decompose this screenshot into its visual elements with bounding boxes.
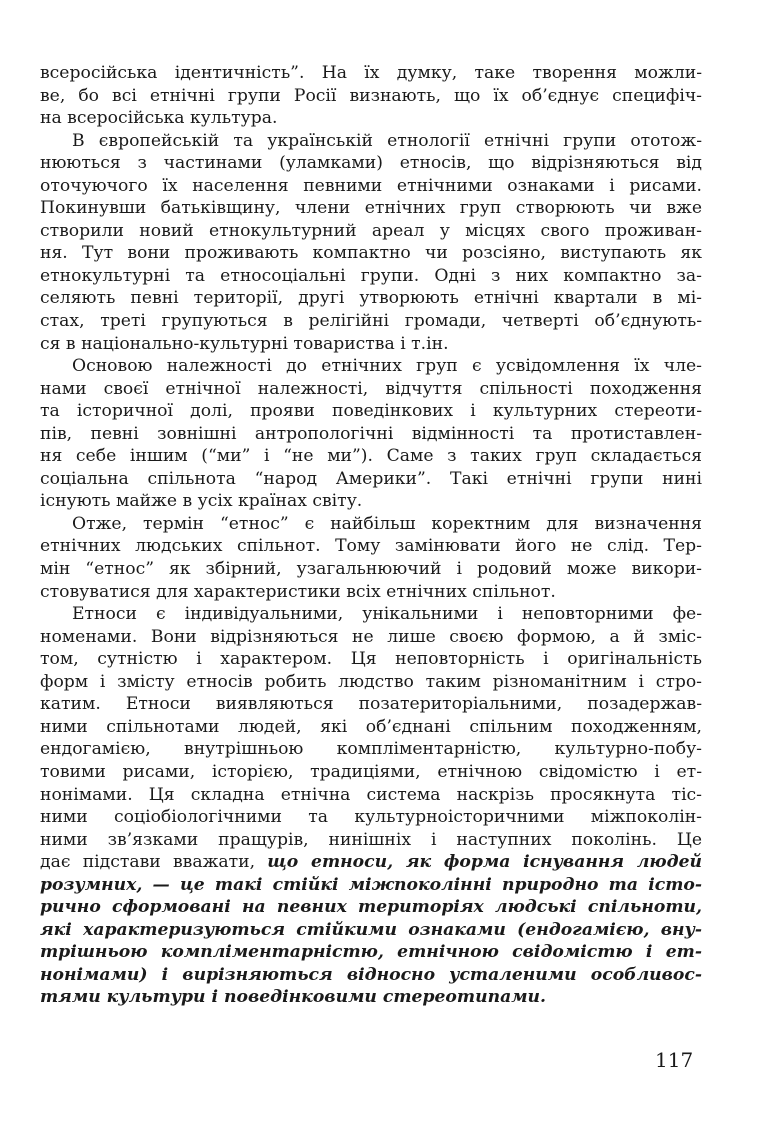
mixed-text-line [40, 851, 702, 874]
text-line: ендогамією, внутрішньою компліментарністю, культурно-побу- [40, 739, 702, 760]
text-line: на всеросійська культура. [40, 108, 278, 129]
text-line: ними зв’язками пращурів, нинішніх і наступних поколінь. Це [40, 829, 702, 850]
text-line: ся в національно-культурні товариства і т.ін. [40, 333, 449, 354]
text-line: існують майже в усіх країнах світу. [40, 491, 363, 512]
text-line: Отже, термін “етнос” є найбільш коректним для визначення [72, 513, 702, 534]
text-line: ними соціобіологічними та культурноісторичними міжпоколін- [40, 807, 702, 828]
text-line: В європейській та українській етнології етнічні групи ототож- [72, 130, 702, 151]
text-line: ве, бо всі етнічні групи Росії визнають, що їх об’єднує специфіч- [40, 85, 702, 106]
text-line: створили новий етнокультурний ареал у місцях свого проживан- [40, 220, 702, 241]
text-line: ня себе іншим (“ми” і “не ми”). Саме з таких груп складається [40, 446, 702, 467]
text-line: товими рисами, історією, традиціями, етнічною свідомістю і ет- [40, 761, 702, 782]
page-body [40, 62, 702, 1009]
emphasis-text-line: тями культури і поведінковими стереотипами. [40, 987, 547, 1008]
text-line: том, сутністю і характером. Ця неповторність і оригінальність [40, 649, 702, 670]
text-line: етнокультурні та етносоціальні групи. Одні з них компактно за- [40, 265, 702, 286]
paragraph-3 [40, 355, 702, 513]
text-line: номенами. Вони відрізняються не лише своєю формою, а й зміс- [40, 626, 702, 647]
text-line: стах, треті групуються в релігійні громади, четверті об’єднують- [40, 311, 702, 332]
text-line: катим. Етноси виявляються позатериторіальними, позадержав- [40, 694, 702, 715]
emphasis-text-line: нонімами) і вирізняються відносно усталеними особливос- [40, 964, 702, 985]
emphasis-text-line: трішньою компліментарністю, етнічною свідомістю і ет- [40, 942, 702, 963]
text-line: мін “етнос” як збірний, узагальнюючий і родовий може викори- [40, 559, 702, 580]
paragraph-1 [40, 62, 702, 130]
text-line: стовуватися для характеристики всіх етнічних спільнот. [40, 581, 556, 602]
page-number: 117 [655, 1048, 694, 1072]
text-line: всеросійська ідентичність”. На їх думку, таке творення можли- [40, 63, 702, 83]
text-line: нонімами. Ця складна етнічна система наскрізь просякнута тіс- [40, 784, 702, 805]
text-line: соціальна спільнота “народ Америки”. Такі етнічні групи нині [40, 468, 702, 489]
text-line: селяють певні території, другі утворюють етнічні квартали в мі- [40, 288, 702, 309]
text-line: ня. Тут вони проживають компактно чи розсіяно, виступають як [40, 243, 702, 264]
plain-text-fragment: дає підстави вважати, [40, 852, 268, 873]
emphasis-text-line: розумних, — це такі стійкі міжпоколінні природно та істо- [40, 874, 702, 895]
paragraph-2 [40, 130, 702, 355]
text-line: ними спільнотами людей, які об’єднані спільним походженням, [40, 716, 702, 737]
text-line: нюються з частинами (уламками) етносів, що відрізняються від [40, 153, 702, 174]
text-line: пів, певні зовнішні антропологічні відмінності та протиставлен- [40, 423, 702, 444]
text-line: Етноси є індивідуальними, унікальними і неповторними фе- [72, 604, 702, 625]
text-line: Основою належності до етнічних груп є усвідомлення їх чле- [72, 356, 702, 377]
paragraph-5 [40, 603, 702, 1009]
emphasis-text-line: які характеризуються стійкими ознаками (ендогамією, вну- [40, 919, 702, 940]
emphasis-text-fragment: що етноси, як форма існування людей [267, 852, 702, 873]
text-line: Покинувши батьківщину, члени етнічних груп створюють чи вже [40, 198, 702, 219]
text-line: оточуючого їх населення певними етнічними ознаками і рисами. [40, 175, 702, 196]
text-line: форм і змісту етносів робить людство таким різноманітним і стро- [40, 671, 702, 692]
emphasis-text-line: рично сформовані на певних територіях людські спільноти, [40, 897, 702, 918]
text-line: етнічних людських спільнот. Тому замінювати його не слід. Тер- [40, 536, 702, 557]
paragraph-4 [40, 513, 702, 603]
text-line: нами своєї етнічної належності, відчуття спільності походження [40, 378, 702, 399]
text-line: та історичної долі, прояви поведінкових і культурних стереоти- [40, 401, 702, 422]
